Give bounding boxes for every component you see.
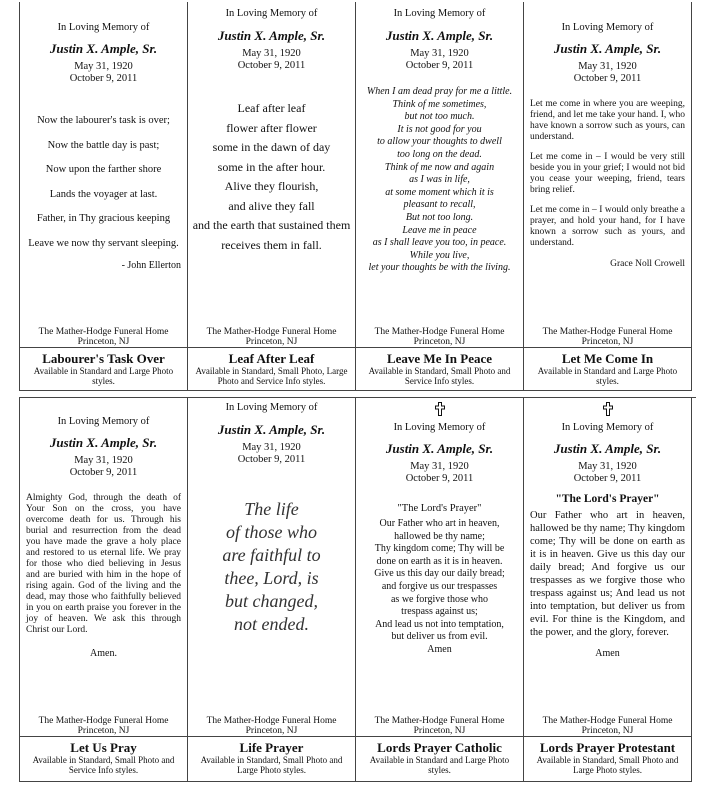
verse-line: flower after flower — [226, 120, 317, 135]
prayer-heading: "The Lord's Prayer" — [397, 503, 482, 514]
in-memory-heading: In Loving Memory of — [225, 402, 318, 413]
verse — [188, 99, 355, 255]
prayer-card — [524, 2, 691, 347]
catalog-row-1 — [19, 2, 696, 391]
verse — [356, 518, 523, 657]
verse-line: Leaf after leaf — [237, 101, 306, 115]
in-memory-heading: In Loving Memory of — [561, 22, 654, 33]
catalog-item-life-prayer[interactable] — [188, 398, 356, 782]
prayer-card-catalog — [19, 2, 696, 782]
dates — [20, 61, 187, 85]
funeral-home-name: The Mather-Hodge Funeral Home — [542, 327, 673, 337]
in-memory-heading: In Loving Memory of — [393, 422, 486, 433]
verse — [188, 498, 355, 636]
card-availability: Available in Standard, Small Photo, Large Photo and Service Info styles. — [195, 366, 348, 386]
catalog-item-lords-prayer-protestant[interactable] — [524, 398, 692, 782]
verse-paragraph: Let me come in where you are weeping, friend, and let me take your hand. I, who have known a sorrow such as yours, can understand. — [530, 99, 685, 142]
verse-line: are faithful to — [222, 545, 321, 565]
catalog-row-2 — [19, 397, 696, 782]
funeral-home-name: The Mather-Hodge Funeral Home — [38, 716, 169, 726]
deceased-name: Justin X. Ample, Sr. — [553, 41, 662, 56]
funeral-home-name: The Mather-Hodge Funeral Home — [38, 327, 169, 337]
verse-line: some in the dawn of day — [212, 140, 331, 154]
card-availability: Available in Standard and Large Photo styles. — [537, 366, 678, 386]
card-title[interactable]: Labourer's Task Over — [42, 351, 165, 366]
funeral-home-footer — [188, 716, 355, 736]
birth-date: May 31, 1920 — [242, 442, 301, 453]
verse-paragraph: Almighty God, through the death of Your Son on the cross, you have overcome death for us. Through his burial and resurrection from the dead you have made the grave a holy place and restored to us eternal life. We pray for those who died believing in Jesus and are buried with him in the hope of rising again. God of the living and the dead, may those who faithfully believed in you on earth praise you forever in the joy of heaven. We ask this through Christ our Lord. — [26, 493, 181, 635]
card-title[interactable]: Lords Prayer Protestant — [539, 740, 676, 755]
funeral-home-footer — [524, 716, 691, 736]
deceased-name: Justin X. Ample, Sr. — [49, 41, 158, 56]
verse-line: Amen — [427, 643, 452, 655]
verse — [20, 493, 187, 636]
in-memory-heading: In Loving Memory of — [561, 422, 654, 433]
funeral-home-name: The Mather-Hodge Funeral Home — [206, 327, 337, 337]
catalog-item-let-me-come-in[interactable] — [524, 2, 692, 391]
catalog-caption — [20, 347, 187, 391]
verse-author: Grace Noll Crowell — [610, 259, 685, 269]
verse-author: - John Ellerton — [121, 260, 181, 271]
funeral-home-location: Princeton, NJ — [413, 337, 466, 347]
catalog-item-let-us-pray[interactable] — [20, 398, 188, 782]
verse-line: Lands the voyager at last. — [49, 188, 158, 200]
verse-line: Now the battle day is past; — [47, 139, 160, 151]
verse-line: not ended. — [234, 614, 309, 634]
verse-line: done on earth as it is in heaven. — [376, 555, 503, 567]
verse-line: Leave we now thy servant sleeping. — [28, 237, 179, 249]
verse-line: at some moment which it is — [385, 186, 494, 198]
verse — [20, 109, 187, 256]
verse — [524, 509, 691, 639]
dates — [524, 461, 691, 485]
birth-date: May 31, 1920 — [578, 461, 637, 472]
verse-line: as I was in life, — [409, 174, 470, 186]
verse-line: hallowed be thy name; — [394, 530, 485, 542]
funeral-home-footer — [20, 327, 187, 347]
catalog-caption — [356, 347, 523, 391]
card-availability: Available in Standard, Small Photo and Service Info styles. — [32, 755, 175, 775]
death-date: October 9, 2011 — [573, 473, 642, 484]
prayer-card — [20, 2, 187, 347]
verse-line: as we forgive those who — [390, 593, 489, 605]
catalog-caption — [524, 347, 691, 391]
dates — [20, 455, 187, 479]
catalog-item-labourers-task-over[interactable] — [20, 2, 188, 391]
amen: Amen. — [90, 648, 117, 659]
verse-paragraph: Let me come in – I would only breathe a prayer, and hold your hand, for I have known a sorrow such as yours, and understand. — [530, 205, 685, 248]
verse-line: Thy kingdom come; Thy will be — [374, 543, 505, 555]
card-title[interactable]: Let Me Come In — [561, 351, 654, 366]
death-date: October 9, 2011 — [69, 467, 138, 478]
verse-line: too long on the dead. — [397, 148, 482, 160]
deceased-name: Justin X. Ample, Sr. — [553, 441, 662, 456]
birth-date: May 31, 1920 — [578, 61, 637, 72]
verse-line: Leave me in peace — [402, 224, 477, 236]
prayer-card — [20, 398, 187, 736]
funeral-home-location: Princeton, NJ — [245, 337, 298, 347]
cross-icon — [603, 402, 613, 416]
funeral-home-location: Princeton, NJ — [77, 337, 130, 347]
funeral-home-location: Princeton, NJ — [581, 337, 634, 347]
funeral-home-footer — [20, 716, 187, 736]
deceased-name: Justin X. Ample, Sr. — [217, 28, 326, 43]
birth-date: May 31, 1920 — [74, 455, 133, 466]
prayer-card — [356, 398, 523, 736]
funeral-home-name: The Mather-Hodge Funeral Home — [374, 716, 505, 726]
verse-line: thee, Lord, is — [224, 568, 319, 588]
funeral-home-footer — [356, 327, 523, 347]
verse-line: Alive they flourish, — [224, 179, 319, 193]
verse-paragraph: Our Father who art in heaven, hallowed be thy name; Thy kingdom come; Thy will be done on earth as it is in heaven. Give us this day our daily bread; And forgive us our trespasses as we forgive those who trespass against us; And lead us not into temptation, but deliver us from evil. For thine is the Kingdom, and the power, and the glory, forever. — [530, 510, 685, 638]
death-date: October 9, 2011 — [237, 454, 306, 465]
catalog-caption — [524, 736, 691, 782]
card-title[interactable]: Life Prayer — [239, 740, 304, 755]
funeral-home-location: Princeton, NJ — [581, 726, 634, 736]
verse-line: and alive they fall — [228, 198, 315, 213]
catalog-caption — [20, 736, 187, 782]
verse-line: Give us this day our daily bread; — [374, 568, 505, 580]
verse-line: to allow your thoughts to dwell — [377, 136, 502, 148]
verse-line: but not too much. — [404, 111, 475, 123]
verse-line: some in the after hour. — [217, 159, 326, 174]
verse-line: It is not good for you — [397, 123, 482, 135]
verse-line: Think of me now and again — [384, 161, 495, 173]
birth-date: May 31, 1920 — [410, 48, 469, 59]
card-title[interactable]: Leaf After Leaf — [228, 351, 315, 366]
verse-line: and the earth that sustained them — [192, 218, 351, 232]
verse-line: as I shall leave you too, in peace. — [372, 237, 507, 249]
death-date: October 9, 2011 — [573, 73, 642, 84]
in-memory-heading: In Loving Memory of — [57, 416, 150, 427]
verse-line: Think of me sometimes, — [392, 98, 487, 110]
prayer-card — [188, 398, 355, 736]
funeral-home-name: The Mather-Hodge Funeral Home — [374, 327, 505, 337]
birth-date: May 31, 1920 — [410, 461, 469, 472]
card-availability: Available in Standard, Small Photo and Large Photo styles. — [536, 755, 679, 775]
prayer-card — [356, 2, 523, 347]
cross-icon — [435, 402, 445, 416]
in-memory-heading: In Loving Memory of — [393, 8, 486, 19]
verse-line: Our Father who art in heaven, — [379, 518, 500, 529]
verse-line: of those who — [225, 522, 317, 542]
prayer-card — [188, 2, 355, 347]
verse-line: But not too long. — [405, 211, 474, 223]
in-memory-heading: In Loving Memory of — [57, 22, 150, 33]
verse-line: receives them in fall. — [221, 237, 322, 252]
catalog-caption — [356, 736, 523, 782]
card-availability: Available in Standard and Large Photo styles. — [369, 755, 510, 775]
prayer-card — [524, 398, 691, 736]
verse-line: but deliver us from evil. — [391, 631, 488, 643]
funeral-home-location: Princeton, NJ — [413, 726, 466, 736]
catalog-caption — [188, 347, 355, 391]
in-memory-heading: In Loving Memory of — [225, 8, 318, 19]
card-title[interactable]: Lords Prayer Catholic — [377, 740, 502, 755]
deceased-name: Justin X. Ample, Sr. — [217, 422, 326, 437]
amen: Amen — [595, 648, 620, 659]
death-date: October 9, 2011 — [69, 73, 138, 84]
dates — [356, 48, 523, 72]
prayer-heading: "The Lord's Prayer" — [555, 493, 660, 505]
dates — [188, 442, 355, 466]
funeral-home-footer — [356, 716, 523, 736]
funeral-home-name: The Mather-Hodge Funeral Home — [542, 716, 673, 726]
funeral-home-footer — [524, 327, 691, 347]
funeral-home-location: Princeton, NJ — [245, 726, 298, 736]
catalog-item-lords-prayer-catholic[interactable] — [356, 398, 524, 782]
card-title[interactable]: Leave Me In Peace — [386, 351, 493, 366]
verse-paragraph: Let me come in – I would be very still beside you in your grief; I would not bid you cease your weeping, friend, tears bring relief. — [530, 152, 685, 195]
catalog-item-leave-me-in-peace[interactable] — [356, 2, 524, 391]
birth-date: May 31, 1920 — [242, 48, 301, 59]
dates — [188, 48, 355, 72]
deceased-name: Justin X. Ample, Sr. — [385, 441, 494, 456]
dates — [524, 61, 691, 85]
verse-line: When I am dead pray for me a little. — [366, 86, 513, 97]
verse-line: but changed, — [225, 591, 318, 611]
verse — [356, 86, 523, 275]
birth-date: May 31, 1920 — [74, 61, 133, 72]
funeral-home-footer — [188, 327, 355, 347]
catalog-item-leaf-after-leaf[interactable] — [188, 2, 356, 391]
verse-line: let your thoughts be with the living. — [368, 262, 511, 274]
verse-line: The life — [244, 499, 299, 519]
verse-line: Now upon the farther shore — [45, 164, 162, 175]
verse — [524, 99, 691, 249]
verse-line: While you live, — [409, 249, 470, 261]
deceased-name: Justin X. Ample, Sr. — [385, 28, 494, 43]
death-date: October 9, 2011 — [237, 60, 306, 71]
verse-line: and forgive us our trespasses — [381, 580, 498, 592]
funeral-home-location: Princeton, NJ — [77, 726, 130, 736]
verse-line: trespass against us; — [401, 606, 478, 618]
card-availability: Available in Standard, Small Photo and Service Info styles. — [368, 366, 511, 386]
verse-line: Now the labourer's task is over; — [37, 115, 170, 126]
card-availability: Available in Standard, Small Photo and Large Photo styles. — [200, 755, 343, 775]
deceased-name: Justin X. Ample, Sr. — [49, 435, 158, 450]
verse-line: pleasant to recall, — [403, 199, 476, 211]
funeral-home-name: The Mather-Hodge Funeral Home — [206, 716, 337, 726]
verse-line: Father, in Thy gracious keeping — [36, 213, 171, 224]
card-title[interactable]: Let Us Pray — [70, 740, 137, 755]
death-date: October 9, 2011 — [405, 473, 474, 484]
death-date: October 9, 2011 — [405, 60, 474, 71]
card-availability: Available in Standard and Large Photo styles. — [33, 366, 174, 386]
dates — [356, 461, 523, 485]
verse-line: And lead us not into temptation, — [375, 618, 504, 630]
catalog-caption — [188, 736, 355, 782]
